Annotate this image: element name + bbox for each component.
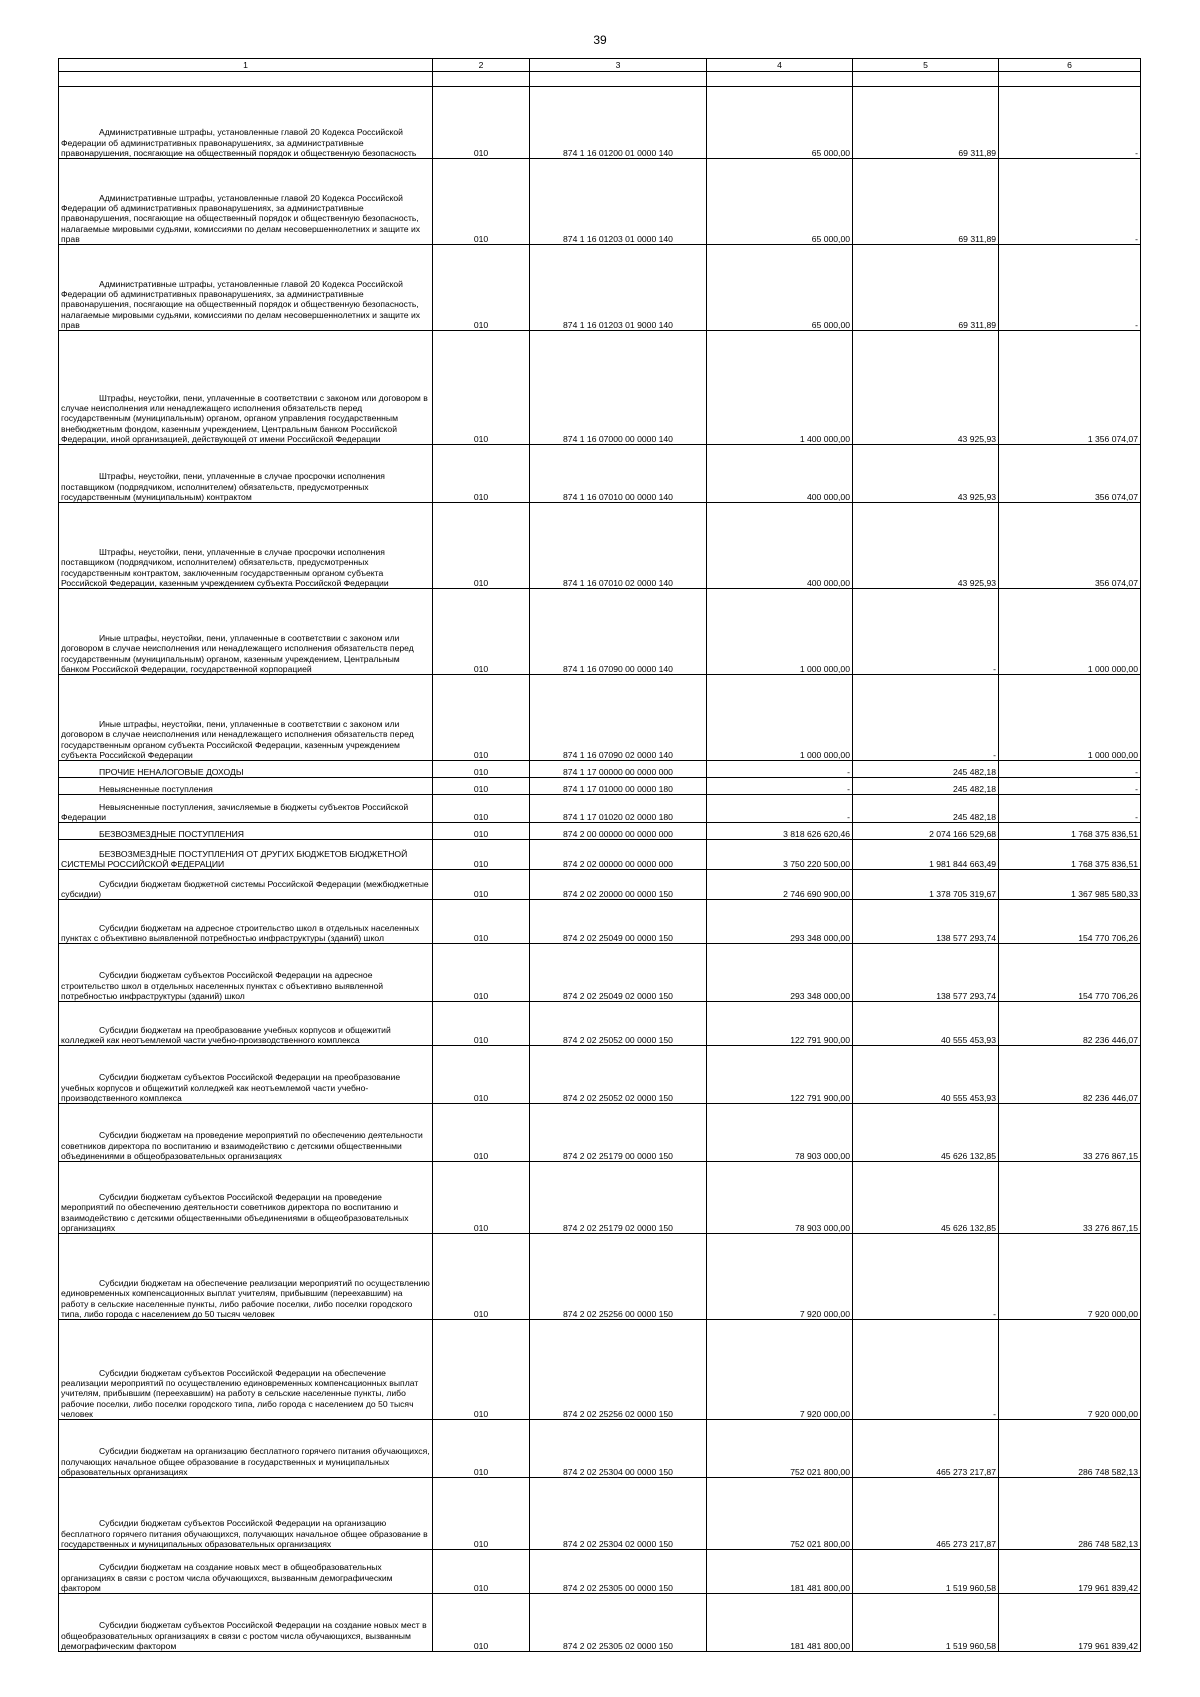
row-executed: 43 925,93 [853,503,999,589]
row-executed: 43 925,93 [853,445,999,503]
row-code: 010 [433,445,530,503]
row-name [59,1234,433,1320]
row-name-text: Субсидии бюджетам на адресное строительство школ в отдельных населенных пунктах с объективно выявленной потребностью инфраструктуры (зданий) школ [61,922,420,943]
row-executed: - [853,589,999,675]
row-name [59,1104,433,1162]
row-budget-code: 874 2 02 25304 02 0000 150 [530,1478,707,1550]
row-unexecuted: 1 000 000,00 [999,589,1141,675]
row-executed: - [853,1320,999,1420]
row-budget-code: 874 2 02 25179 00 0000 150 [530,1104,707,1162]
row-unexecuted: - [999,778,1141,795]
row-budget-code: 874 2 02 25049 00 0000 150 [530,900,707,944]
row-code: 010 [433,1002,530,1046]
row-budget-code: 874 1 16 07090 02 0000 140 [530,675,707,761]
row-executed: 245 482,18 [853,795,999,823]
row-name-text: Субсидии бюджетам на обеспечение реализации мероприятий по осуществлению единовременных компенсационных выплат учителям, прибывшим (переехавшим) на работу в сельские населенные пункты, либо рабочие поселки, либо поселки городского типа, либо города с населением до 50 тысяч человек [61,1278,430,1319]
header-spacer-row [59,72,1141,87]
row-executed: 69 311,89 [853,159,999,245]
row-code: 010 [433,1234,530,1320]
row-budget-code: 874 1 16 07010 02 0000 140 [530,503,707,589]
row-unexecuted: 33 276 867,15 [999,1162,1141,1234]
row-approved: 122 791 900,00 [707,1046,853,1104]
row-budget-code: 874 2 02 25304 00 0000 150 [530,1420,707,1478]
table-row [59,1002,1141,1046]
row-executed: 1 519 960,58 [853,1594,999,1652]
row-approved: 2 746 690 900,00 [707,870,853,900]
row-code: 010 [433,1594,530,1652]
table-row [59,823,1141,840]
column-header-4: 4 [707,59,853,72]
row-name [59,445,433,503]
column-header-1: 1 [59,59,433,72]
row-executed: 138 577 293,74 [853,944,999,1002]
row-approved: 3 750 220 500,00 [707,840,853,870]
table-row [59,503,1141,589]
row-name [59,589,433,675]
column-header-5: 5 [853,59,999,72]
table-row [59,445,1141,503]
table-row [59,1594,1141,1652]
table-row [59,331,1141,445]
row-budget-code: 874 2 02 25052 02 0000 150 [530,1046,707,1104]
row-code: 010 [433,1420,530,1478]
row-approved: 293 348 000,00 [707,944,853,1002]
row-budget-code: 874 2 02 25049 02 0000 150 [530,944,707,1002]
table-row [59,944,1141,1002]
table-row [59,1420,1141,1478]
table-row [59,1104,1141,1162]
row-approved: 1 000 000,00 [707,589,853,675]
row-unexecuted: 33 276 867,15 [999,1104,1141,1162]
row-budget-code: 874 1 17 01000 00 0000 180 [530,778,707,795]
row-unexecuted: 7 920 000,00 [999,1234,1141,1320]
row-executed: 45 626 132,85 [853,1162,999,1234]
column-header-6: 6 [999,59,1141,72]
row-name [59,870,433,900]
budget-execution-table [58,58,1141,1652]
row-name-text: Иные штрафы, неустойки, пени, уплаченные в соответствии с законом или договором в случае неисполнения или ненадлежащего исполнения обязательств перед государственным (муниципальным) органом, казенным учреждением, Центральным банком Российской Федерации, государственной корпорацией [61,633,414,674]
row-approved: 400 000,00 [707,445,853,503]
row-code: 010 [433,159,530,245]
row-approved: 3 818 626 620,46 [707,823,853,840]
row-executed: 45 626 132,85 [853,1104,999,1162]
row-name [59,87,433,159]
row-approved: 65 000,00 [707,159,853,245]
page-number: 39 [593,33,607,47]
table-row [59,900,1141,944]
row-name [59,245,433,331]
row-code: 010 [433,823,530,840]
row-approved: 78 903 000,00 [707,1104,853,1162]
row-name [59,159,433,245]
row-name-text: Субсидии бюджетам на проведение мероприятий по обеспечению деятельности советников директора по воспитанию и взаимодействию с детскими общественными объединениями в общеобразовательных организациях [61,1130,423,1161]
row-unexecuted: 1 000 000,00 [999,675,1141,761]
row-executed: 40 555 453,93 [853,1002,999,1046]
row-unexecuted: 154 770 706,26 [999,900,1141,944]
row-unexecuted: 179 961 839,42 [999,1594,1141,1652]
row-budget-code: 874 2 00 00000 00 0000 000 [530,823,707,840]
table-row [59,589,1141,675]
row-executed: 2 074 166 529,68 [853,823,999,840]
row-budget-code: 874 1 17 01020 02 0000 180 [530,795,707,823]
row-executed: 1 519 960,58 [853,1550,999,1594]
table-row [59,778,1141,795]
row-unexecuted: 286 748 582,13 [999,1478,1141,1550]
row-name-text: Субсидии бюджетам на преобразование учебных корпусов и общежитий колледжей как неотъемлемой части учебно-производственного комплекса [61,1024,391,1045]
row-approved: 752 021 800,00 [707,1478,853,1550]
row-code: 010 [433,331,530,445]
row-unexecuted: 1 768 375 836,51 [999,840,1141,870]
row-name-text: Субсидии бюджетам субъектов Российской Федерации на проведение мероприятий по обеспечению деятельности советников директора по воспитанию и взаимодействию с детскими общественными объединениями в общеобразовательных организациях [61,1192,409,1233]
row-budget-code: 874 1 16 07090 00 0000 140 [530,589,707,675]
row-code: 010 [433,589,530,675]
table-row [59,1234,1141,1320]
row-name [59,761,433,778]
row-budget-code: 874 2 02 25305 00 0000 150 [530,1550,707,1594]
row-budget-code: 874 1 16 01203 01 0000 140 [530,159,707,245]
row-name-text: ПРОЧИЕ НЕНАЛОГОВЫЕ ДОХОДЫ [99,766,244,777]
row-code: 010 [433,795,530,823]
row-budget-code: 874 2 02 25179 02 0000 150 [530,1162,707,1234]
table-row [59,1478,1141,1550]
row-approved: 181 481 800,00 [707,1550,853,1594]
row-executed: 138 577 293,74 [853,900,999,944]
row-budget-code: 874 1 16 07000 00 0000 140 [530,331,707,445]
row-name [59,900,433,944]
row-unexecuted: 154 770 706,26 [999,944,1141,1002]
row-name-text: Субсидии бюджетам на создание новых мест в общеобразовательных организациях в связи с ростом числа обучающихся, вызванным демографическим фактором [61,1562,393,1593]
row-code: 010 [433,245,530,331]
row-budget-code: 874 2 02 25256 00 0000 150 [530,1234,707,1320]
row-code: 010 [433,944,530,1002]
row-approved: 181 481 800,00 [707,1594,853,1652]
row-name-text: Административные штрафы, установленные главой 20 Кодекса Российской Федерации об административных правонарушениях, за административные правонарушения, посягающие на общественный порядок и общественную безопасность, налагаемые мировыми судьями, комиссиями по делам несовершеннолетних и защите их прав [61,278,421,330]
row-executed: 465 273 217,87 [853,1420,999,1478]
table-row [59,761,1141,778]
row-name [59,1594,433,1652]
row-name-text: Административные штрафы, установленные главой 20 Кодекса Российской Федерации об административных правонарушениях, за административные правонарушения, посягающие на общественный порядок и общественную безопасность [61,127,417,158]
row-name-text: Субсидии бюджетам бюджетной системы Российской Федерации (межбюджетные субсидии) [61,878,429,899]
table-row [59,87,1141,159]
row-budget-code: 874 1 16 01203 01 9000 140 [530,245,707,331]
table-row [59,675,1141,761]
row-executed: 1 378 705 319,67 [853,870,999,900]
row-unexecuted: 1 356 074,07 [999,331,1141,445]
row-name [59,1420,433,1478]
column-header-2: 2 [433,59,530,72]
row-unexecuted: 82 236 446,07 [999,1046,1141,1104]
row-executed: 245 482,18 [853,761,999,778]
row-name [59,795,433,823]
row-code: 010 [433,1104,530,1162]
row-name-text: Субсидии бюджетам на организацию бесплатного горячего питания обучающихся, получающих начальное общее образование в государственных и муниципальных образовательных организациях [61,1446,430,1477]
row-code: 010 [433,503,530,589]
row-code: 010 [433,1046,530,1104]
row-unexecuted: - [999,245,1141,331]
row-budget-code: 874 2 02 25305 02 0000 150 [530,1594,707,1652]
row-approved: - [707,795,853,823]
row-name-text: Штрафы, неустойки, пени, уплаченные в случае просрочки исполнения поставщиком (подрядчиком, исполнителем) обязательств, предусмотренных государственным контрактом, заключенным государственным органом субъекта Российской Федерации, казенным учреждением субъекта Российской Федерации [61,547,389,588]
row-executed: - [853,1234,999,1320]
row-code: 010 [433,1162,530,1234]
row-name-text: Субсидии бюджетам субъектов Российской Федерации на преобразование учебных корпусов и общежитий колледжей как неотъемлемой части учебно-производственного комплекса [61,1072,401,1103]
row-unexecuted: 1 768 375 836,51 [999,823,1141,840]
row-approved: - [707,761,853,778]
row-executed: 43 925,93 [853,331,999,445]
row-code: 010 [433,761,530,778]
row-code: 010 [433,675,530,761]
row-executed: 1 981 844 663,49 [853,840,999,870]
row-code: 010 [433,870,530,900]
row-unexecuted: 356 074,07 [999,503,1141,589]
table-row [59,245,1141,331]
row-unexecuted: - [999,159,1141,245]
row-name [59,1002,433,1046]
row-name-text: Невыясненные поступления [99,783,213,794]
row-unexecuted: - [999,761,1141,778]
row-unexecuted: 286 748 582,13 [999,1420,1141,1478]
row-executed: - [853,675,999,761]
row-approved: 1 400 000,00 [707,331,853,445]
row-approved: 7 920 000,00 [707,1320,853,1420]
row-budget-code: 874 1 16 01200 01 0000 140 [530,87,707,159]
row-budget-code: 874 1 16 07010 00 0000 140 [530,445,707,503]
row-unexecuted: 7 920 000,00 [999,1320,1141,1420]
row-name-text: Штрафы, неустойки, пени, уплаченные в случае просрочки исполнения поставщиком (подрядчиком, исполнителем) обязательств, предусмотренных государственным (муниципальным) контрактом [61,471,385,502]
table-row [59,1550,1141,1594]
row-executed: 465 273 217,87 [853,1478,999,1550]
row-unexecuted: 82 236 446,07 [999,1002,1141,1046]
row-code: 010 [433,87,530,159]
row-code: 010 [433,1550,530,1594]
row-name [59,1478,433,1550]
table-header [59,59,1141,87]
row-unexecuted: 356 074,07 [999,445,1141,503]
row-approved: 1 000 000,00 [707,675,853,761]
row-code: 010 [433,1478,530,1550]
row-budget-code: 874 2 02 25256 02 0000 150 [530,1320,707,1420]
row-approved: 122 791 900,00 [707,1002,853,1046]
row-approved: 752 021 800,00 [707,1420,853,1478]
row-approved: 65 000,00 [707,87,853,159]
row-executed: 69 311,89 [853,245,999,331]
row-name-text: БЕЗВОЗМЕЗДНЫЕ ПОСТУПЛЕНИЯ [99,828,244,839]
row-approved: 293 348 000,00 [707,900,853,944]
row-name-text: Субсидии бюджетам субъектов Российской Федерации на адресное строительство школ в отдельных населенных пунктах с объективно выявленной потребностью инфраструктуры (зданий) школ [61,970,384,1001]
row-name [59,331,433,445]
row-name [59,1550,433,1594]
row-executed: 69 311,89 [853,87,999,159]
row-code: 010 [433,840,530,870]
table-row [59,870,1141,900]
row-unexecuted: - [999,795,1141,823]
row-name [59,944,433,1002]
row-executed: 40 555 453,93 [853,1046,999,1104]
row-budget-code: 874 2 02 20000 00 0000 150 [530,870,707,900]
row-name-text: Невыясненные поступления, зачисляемые в бюджеты субъектов Российской Федерации [61,801,409,822]
table-row [59,159,1141,245]
column-header-3: 3 [530,59,707,72]
row-name-text: Субсидии бюджетам субъектов Российской Федерации на организацию бесплатного горячего питания обучающихся, получающих начальное общее образование в государственных и муниципальных образовательных организациях [61,1518,428,1549]
row-unexecuted: 1 367 985 580,33 [999,870,1141,900]
row-budget-code: 874 1 17 00000 00 0000 000 [530,761,707,778]
table-row [59,1162,1141,1234]
row-approved: - [707,778,853,795]
row-name [59,1320,433,1420]
row-name [59,1162,433,1234]
table-row [59,1046,1141,1104]
row-unexecuted: 179 961 839,42 [999,1550,1141,1594]
row-name-text: Штрафы, неустойки, пени, уплаченные в соответствии с законом или договором в случае неисполнения или ненадлежащего исполнения обязательств перед государственным (муниципальным) органом, органом управления государственным внебюджетным фондом, казенным учреждением, Центральным банком Российской Федерации, иной организацией, действующей от имени Российской Федерации [61,392,428,444]
row-name-text: Субсидии бюджетам субъектов Российской Федерации на обеспечение реализации мероприятий по осуществлению единовременных компенсационных выплат учителям, прибывшим (переехавшим) на работу в сельские населенные пункты, либо рабочие поселки, либо поселки городского типа, либо города с населением до 50 тысяч человек [61,1367,419,1419]
row-code: 010 [433,900,530,944]
row-name-text: Субсидии бюджетам субъектов Российской Федерации на создание новых мест в общеобразовательных организациях в связи с ростом числа обучающихся, вызванным демографическим фактором [61,1620,427,1651]
row-name [59,1046,433,1104]
row-name-text: БЕЗВОЗМЕЗДНЫЕ ПОСТУПЛЕНИЯ ОТ ДРУГИХ БЮДЖЕТОВ БЮДЖЕТНОЙ СИСТЕМЫ РОССИЙСКОЙ ФЕДЕРАЦИИ [61,848,408,869]
table-row [59,840,1141,870]
row-name [59,503,433,589]
table-row [59,1320,1141,1420]
row-approved: 78 903 000,00 [707,1162,853,1234]
row-name [59,823,433,840]
row-budget-code: 874 2 02 00000 00 0000 000 [530,840,707,870]
row-name-text: Иные штрафы, неустойки, пени, уплаченные в соответствии с законом или договором в случае неисполнения или ненадлежащего исполнения обязательств перед государственным органом субъекта Российской Федерации, казенным учреждением субъекта Российской Федерации [61,719,414,760]
row-unexecuted: - [999,87,1141,159]
row-name [59,778,433,795]
table-body [59,87,1141,1652]
row-approved: 7 920 000,00 [707,1234,853,1320]
row-name [59,675,433,761]
row-budget-code: 874 2 02 25052 00 0000 150 [530,1002,707,1046]
row-name [59,840,433,870]
row-approved: 65 000,00 [707,245,853,331]
row-executed: 245 482,18 [853,778,999,795]
table-row [59,795,1141,823]
row-code: 010 [433,1320,530,1420]
row-name-text: Административные штрафы, установленные главой 20 Кодекса Российской Федерации об административных правонарушениях, за административные правонарушения, посягающие на общественный порядок и общественную безопасность, налагаемые мировыми судьями, комиссиями по делам несовершеннолетних и защите их прав [61,192,421,244]
row-code: 010 [433,778,530,795]
row-approved: 400 000,00 [707,503,853,589]
